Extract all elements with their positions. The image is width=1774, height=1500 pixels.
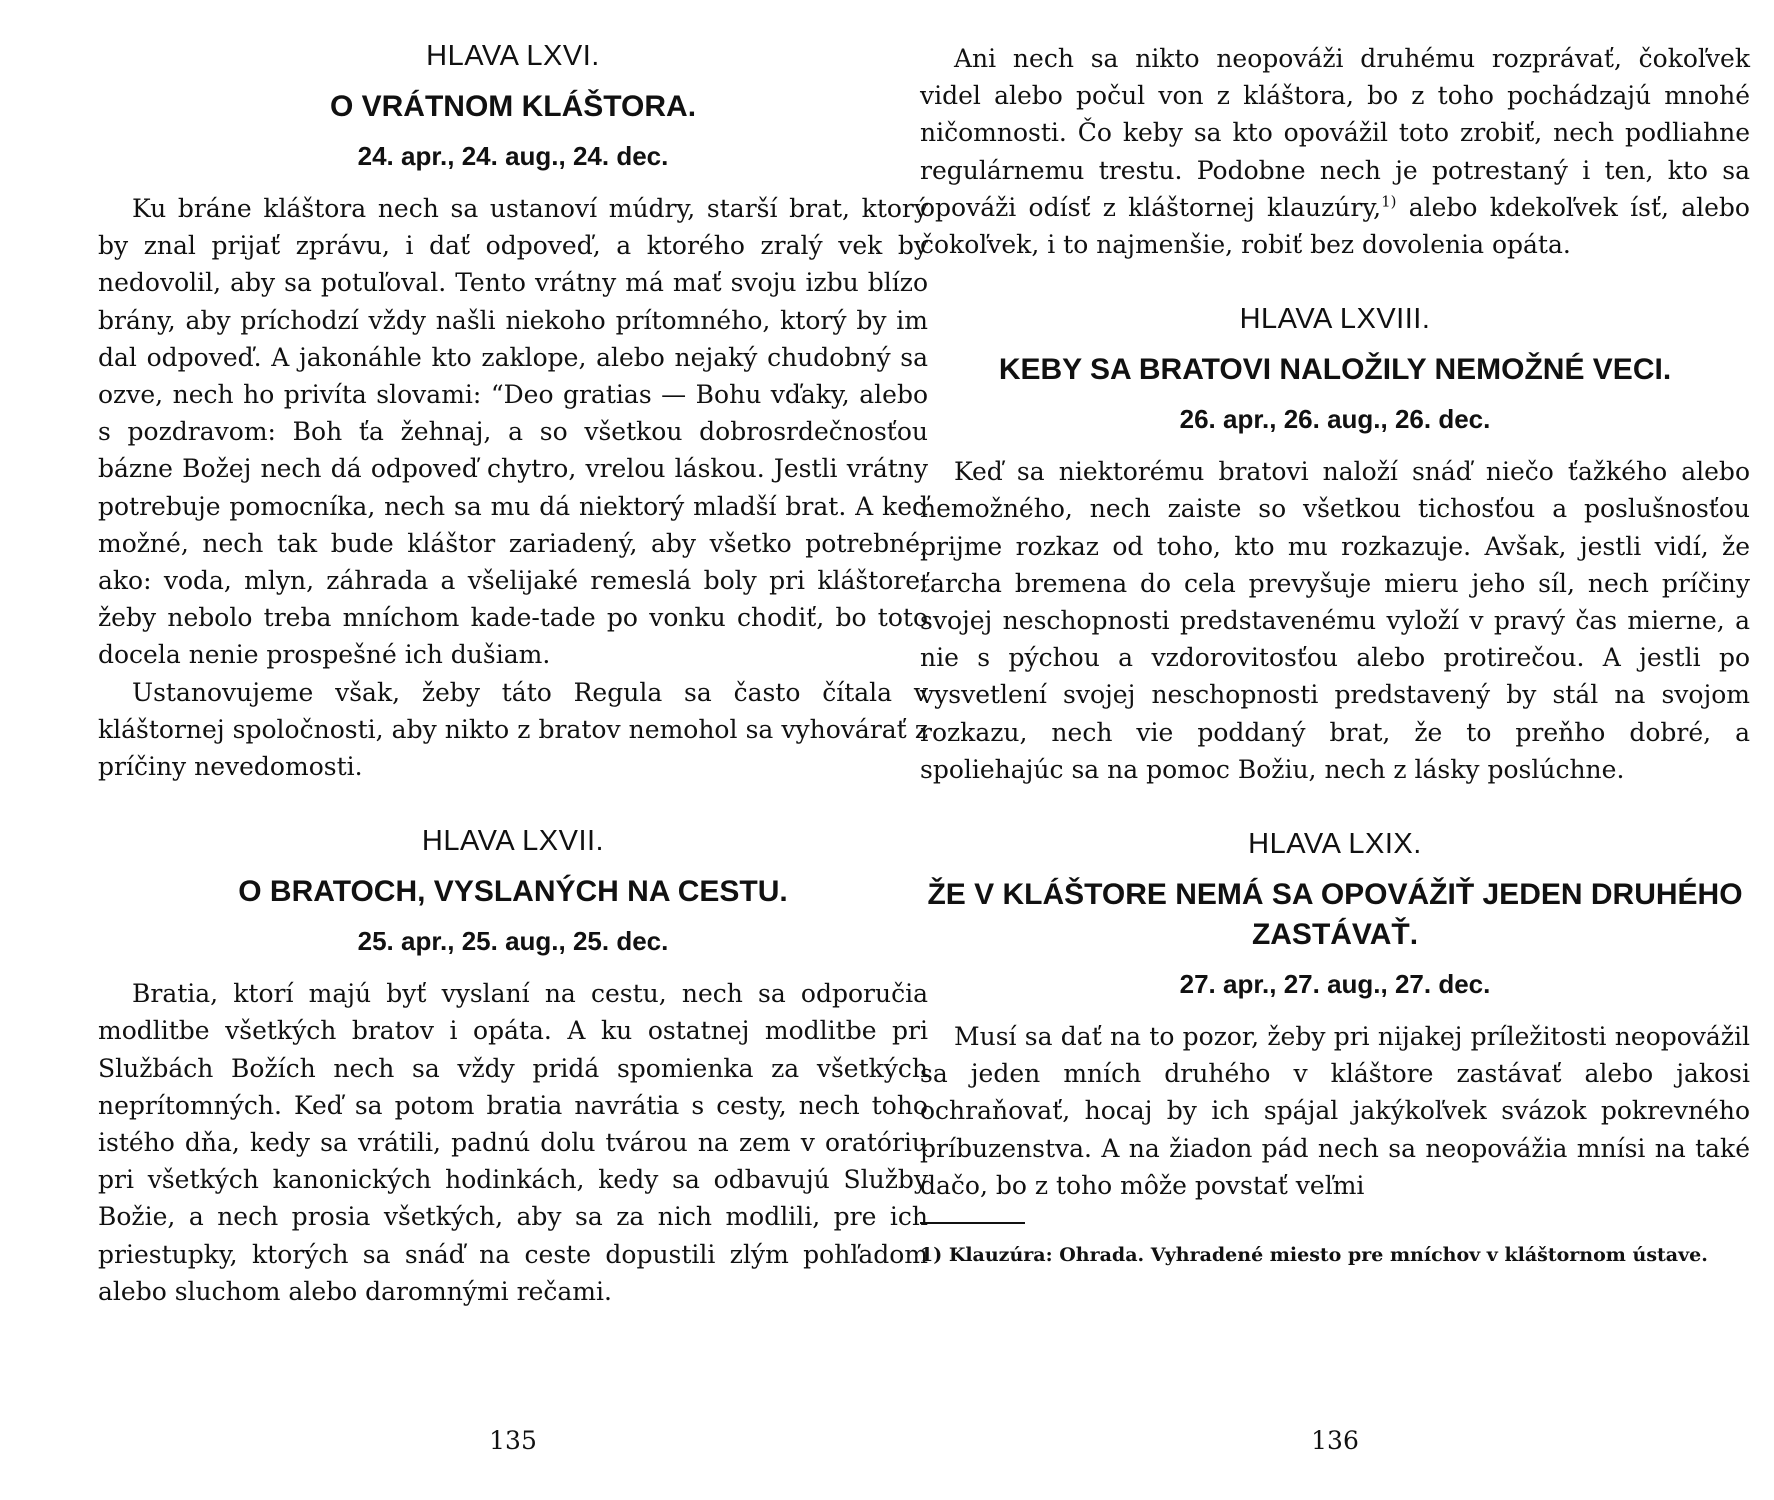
chapter-dates: 27. apr., 27. aug., 27. dec.	[1179, 969, 1491, 1000]
chapter-title: KEBY SA BRATOVI NALOŽILY NEMOŽNÉ VECI.	[998, 353, 1672, 387]
page-number: 135	[489, 1426, 537, 1455]
body-paragraph: Bratia, ktorí majú byť vyslaní na cestu, nech sa odporučia modlitbe všetkých bratov i opáta. A ku ostatnej modlitbe pri Službách Božích nech sa vždy pridá spomienka za všetkých neprítomných. Keď sa potom bratia navrátia s cesty, nech toho istého dňa, kedy sa vrátili, padnú dolu tvárou na zem v oratóriu pri všetkých kanonických hodinkách, kedy sa odbavujú Služby Božie, a nech prosia všetkých, aby sa za nich modlili, pre ich priestupky, ktorých sa snáď na ceste dopustili zlým pohľadom alebo sluchom alebo daromnými rečami.	[98, 979, 928, 1306]
body-paragraph: Musí sa dať na to pozor, žeby pri nijakej príležitosti neopovážil sa jeden mních druhého v kláštore zastávať alebo jakosi ochraňovať, hocaj by ich spájal jakýkoľvek svázok pokrevného príbuzenstva. A na žiadon pád nech sa neopovážia mnísi na také dačo, bo z toho môže povstať veľmi	[920, 1022, 1750, 1200]
chapter-label: HLAVA LXVI.	[426, 40, 600, 72]
footnote-reference: 1)	[1381, 192, 1397, 211]
right-page	[920, 40, 1750, 1271]
footnote: 1) Klauzúra: Ohrada. Vyhradené miesto pre mníchov v kláštornom ústave.	[920, 1244, 1708, 1267]
paragraph-text: alebo kdekoľvek ísť, alebo čokoľvek, i to najmenšie, robiť bez dovolenia opáta.	[920, 192, 1750, 260]
body-paragraph	[920, 40, 1750, 263]
chapter-dates: 25. apr., 25. aug., 25. dec.	[357, 926, 669, 957]
chapter-title: ŽE V KLÁŠTORE NEMÁ SA OPOVÁŽIŤ JEDEN DRUHÉHO ZASTÁVAŤ.	[927, 878, 1743, 952]
body-paragraph: Ustanovujeme však, žeby táto Regula sa často čítala v kláštornej spoločnosti, aby nikto z bratov nemohol sa vyhovárať z príčiny nevedomosti.	[98, 677, 928, 782]
chapter-label: HLAVA LXVIII.	[1239, 303, 1431, 336]
chapter-label: HLAVA LXVII.	[421, 825, 605, 858]
paragraph-text: Ani nech sa nikto neopováži druhému rozprávať, čokoľvek videl alebo počul von z kláštora, bo z toho pochádzajú mnohé ničomnosti. Čo keby sa kto opovážil toto zrobiť, nech podliahne regulárnemu trestu. Podobne nech je potrestaný i ten, kto sa opováži odísť z kláštornej klauzúry,	[920, 44, 1750, 222]
chapter-dates: 24. apr., 24. aug., 24. dec.	[357, 141, 669, 171]
body-paragraph: Keď sa niektorému bratovi naloží snáď niečo ťažkého alebo nemožného, nech zaiste so všetkou tichosťou a poslušnosťou prijme rozkaz od toho, kto mu rozkazuje. Avšak, jestli vidí, že ťarcha bremena do cela prevyšuje mieru jeho síl, nech príčiny svojej neschopnosti predstavenému vyloží v pravý čas mierne, a nie s pýchou a vzdorovitosťou alebo protirečou. A jestli po vysvetlení svojej neschopnosti predstavený by stál na svojom rozkazu, nech vie poddaný brat, že to preňho dobré, a spoliehajúc sa na pomoc Božiu, nech z lásky poslúchne.	[920, 457, 1750, 784]
footnote-divider	[920, 1222, 1025, 1224]
chapter-title: O VRÁTNOM KLÁŠTORA.	[329, 90, 697, 123]
body-paragraph: Ku bráne kláštora nech sa ustanoví múdry, starší brat, ktorý by znal prijať zprávu, i dať odpoveď, a ktorého zralý vek by nedovolil, aby sa potuľoval. Tento vrátny má mať svoju izbu blízo brány, aby príchodzí vždy našli niekoho prítomného, ktorý by im dal odpoveď. A jakonáhle kto zaklope, alebo nejaký chudobný sa ozve, nech ho privíta slovami: “Deo gratias — Bohu vďaky, alebo s pozdravom: Boh ťa žehnaj, a so všetkou dobrosrdečnosťou bázne Božej nech dá odpoveď chytro, vrelou láskou. Jestli vrátny potrebuje pomocníka, nech sa mu dá niektorý mladší brat. A keď možné, nech tak bude kláštor zariadený, aby všetko potrebné, ako: voda, mlyn, záhrada a všelijaké remeslá boly pri kláštore, žeby nebolo treba mníchom kade-tade po vonku chodiť, bo toto docela nenie prospešné ich dušiam.	[98, 194, 928, 670]
chapter-label: HLAVA LXIX.	[1248, 828, 1422, 861]
chapter-dates: 26. apr., 26. aug., 26. dec.	[1179, 404, 1491, 435]
chapter-title: O BRATOCH, VYSLANÝCH NA CESTU.	[238, 875, 788, 909]
left-page	[98, 40, 928, 1310]
page-number: 136	[1311, 1426, 1359, 1455]
